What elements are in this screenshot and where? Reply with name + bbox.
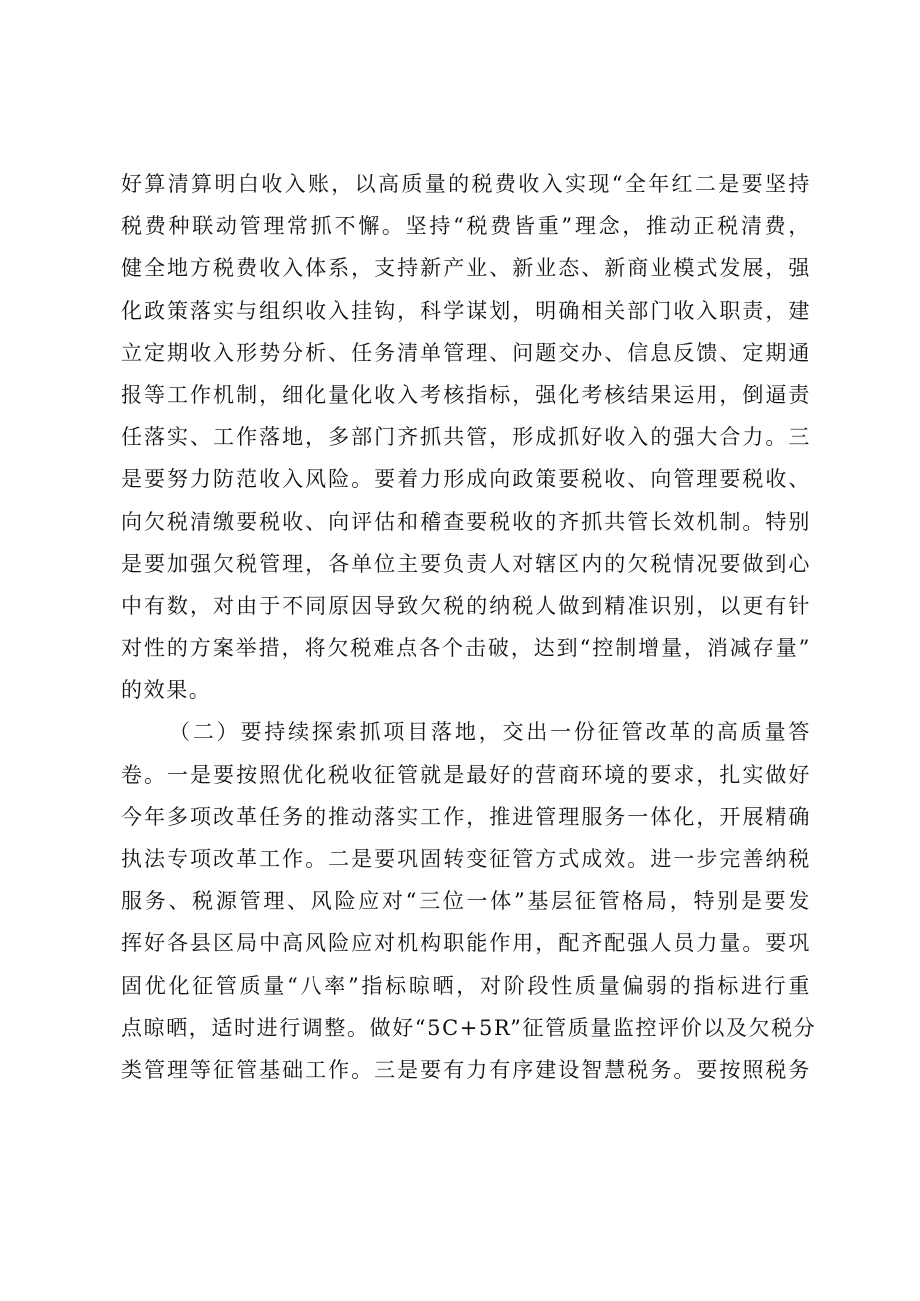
text-line: 卷。一是要按照优化税收征管就是最好的营商环境的要求，扎实做好 <box>121 762 811 787</box>
text-line: 健全地方税费收入体系，支持新产业、新业态、新商业模式发展，强 <box>121 256 811 281</box>
text-line: 今年多项改革任务的推动落实工作，推进管理服务一体化，开展精确 <box>121 804 811 829</box>
text-line: 挥好各县区局中高风险应对机构职能作用，配齐配强人员力量。要巩 <box>121 931 811 956</box>
text-line: 点晾晒，适时进行调整。做好“5C+5R”征管质量监控评价以及欠税分 <box>121 1015 817 1040</box>
text-line: 化政策落实与组织收入挂钩，科学谋划，明确相关部门收入职责，建 <box>121 298 811 323</box>
text-line: 类管理等征管基础工作。三是要有力有序建设智慧税务。要按照税务 <box>121 1057 811 1082</box>
text-line: 执法专项改革工作。二是要巩固转变征管方式成效。进一步完善纳税 <box>121 847 811 871</box>
text-line: （二）要持续探索抓项目落地，交出一份征管改革的高质量答 <box>169 720 811 745</box>
text-line: 立定期收入形势分析、任务清单管理、问题交办、信息反馈、定期通 <box>121 340 811 365</box>
paragraph <box>121 711 817 1091</box>
text-line: 的效果。 <box>121 678 212 703</box>
document-body <box>121 163 817 1091</box>
text-line: 税费种联动管理常抓不懈。坚持“税费皆重”理念，推动正税清费， <box>121 214 811 239</box>
text-line: 向欠税清缴要税收、向评估和稽查要税收的齐抓共管长效机制。特别 <box>121 509 811 534</box>
text-line: 好算清算明白收入账，以高质量的税费收入实现“全年红二是要坚持 <box>121 172 811 196</box>
text-line: 任落实、工作落地，多部门齐抓共管，形成抓好收入的强大合力。三 <box>121 425 811 450</box>
text-line: 是要努力防范收入风险。要着力形成向政策要税收、向管理要税收、 <box>121 467 811 492</box>
paragraph <box>121 163 811 711</box>
text-line: 服务、税源管理、风险应对“三位一体”基层征管格局，特别是要发 <box>121 889 811 914</box>
text-line: 固优化征管质量“八率”指标晾晒，对阶段性质量偏弱的指标进行重 <box>121 973 811 998</box>
text-line: 报等工作机制，细化量化收入考核指标，强化考核结果运用，倒逼责 <box>121 382 811 407</box>
text-line: 是要加强欠税管理，各单位主要负责人对辖区内的欠税情况要做到心 <box>121 551 811 576</box>
text-line: 对性的方案举措，将欠税难点各个击破，达到“控制增量，消减存量” <box>121 636 811 661</box>
text-line: 中有数，对由于不同原因导致欠税的纳税人做到精准识别，以更有针 <box>121 593 811 618</box>
